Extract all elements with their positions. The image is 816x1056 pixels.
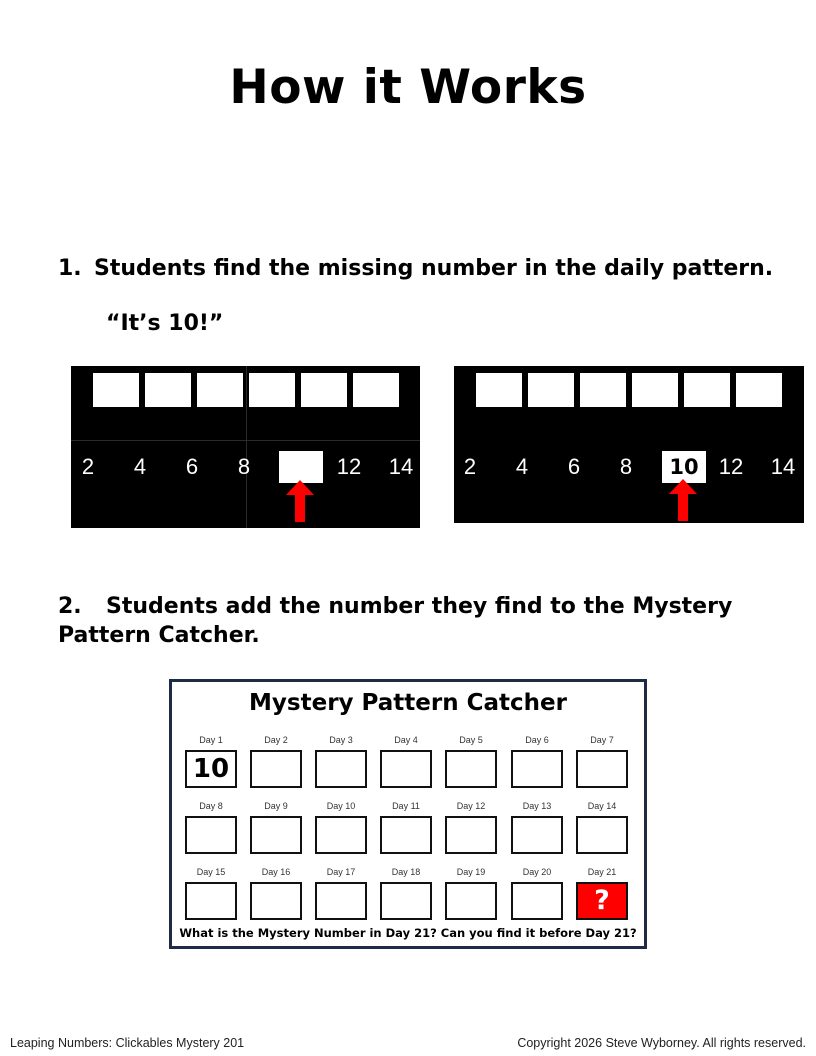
day-box[interactable] (315, 750, 367, 788)
step-1-number: 1. (58, 256, 82, 281)
day-label: Day 8 (199, 801, 223, 811)
day-box[interactable] (576, 750, 628, 788)
day-label: Day 2 (264, 735, 288, 745)
pattern-number: 2 (81, 454, 95, 479)
day-cell (576, 734, 628, 788)
day-box[interactable] (185, 816, 237, 854)
day-cell (315, 866, 367, 920)
step-2-number: 2. (58, 594, 82, 619)
day-box[interactable] (250, 750, 302, 788)
day-cell (250, 866, 302, 920)
day-box[interactable]: 10 (185, 750, 237, 788)
tile[interactable] (684, 373, 730, 407)
pattern-number: 14 (770, 454, 796, 479)
pattern-number: 12 (336, 454, 362, 479)
day-box[interactable] (511, 882, 563, 920)
day-cell (511, 800, 563, 854)
day-cell (380, 734, 432, 788)
day-box[interactable] (511, 816, 563, 854)
day-cell (315, 734, 367, 788)
pattern-number: 14 (388, 454, 414, 479)
day-box[interactable] (511, 750, 563, 788)
up-arrow-icon (668, 479, 698, 521)
number-row (71, 450, 420, 484)
day-cell (185, 734, 237, 788)
day-box[interactable] (576, 816, 628, 854)
tile[interactable] (301, 373, 347, 407)
pattern-before-panel (71, 366, 420, 528)
day-cell (250, 800, 302, 854)
answer-box: 10 (662, 451, 706, 483)
step-1 (58, 254, 773, 283)
tile-row (93, 373, 399, 407)
day-label: Day 9 (264, 801, 288, 811)
day-label: Day 16 (261, 867, 291, 877)
day-box[interactable] (315, 816, 367, 854)
tile[interactable] (197, 373, 243, 407)
tile[interactable] (580, 373, 626, 407)
day-label: Day 12 (456, 801, 486, 811)
day-cell (576, 800, 628, 854)
day-label: Day 3 (329, 735, 353, 745)
day-box[interactable] (445, 816, 497, 854)
day-label: Day 11 (392, 801, 420, 811)
day-cell (511, 866, 563, 920)
step-1-text: Students find the missing number in the daily pattern. (94, 256, 774, 281)
day-cell (185, 866, 237, 920)
day-cell (576, 866, 628, 920)
day-label: Day 15 (196, 867, 226, 877)
tile-row (476, 373, 782, 407)
day-label: Day 13 (522, 801, 552, 811)
pattern-number: 6 (185, 454, 199, 479)
day-box[interactable] (250, 816, 302, 854)
day-label: Day 1 (199, 735, 223, 745)
day-label: Day 10 (326, 801, 356, 811)
step-1-quote: “It’s 10!” (106, 311, 224, 336)
tile[interactable] (736, 373, 782, 407)
day-box[interactable] (380, 750, 432, 788)
day-cell (445, 734, 497, 788)
day-box[interactable] (445, 882, 497, 920)
day-label: Day 6 (525, 735, 549, 745)
day-label: Day 4 (394, 735, 418, 745)
day-cell (380, 866, 432, 920)
number-row (454, 450, 804, 484)
day-label: Day 21 (587, 867, 617, 877)
tile[interactable] (528, 373, 574, 407)
pattern-number: 4 (515, 454, 529, 479)
day-label: Day 7 (590, 735, 614, 745)
tile[interactable] (476, 373, 522, 407)
catcher-question: What is the Mystery Number in Day 21? Can you find it before Day 21? (179, 926, 637, 940)
day-label: Day 5 (459, 735, 483, 745)
day-cell (185, 800, 237, 854)
pattern-after-panel (454, 366, 804, 523)
day-label: Day 14 (587, 801, 617, 811)
tile[interactable] (249, 373, 295, 407)
pattern-number: 12 (718, 454, 744, 479)
tile[interactable] (632, 373, 678, 407)
day-cell (250, 734, 302, 788)
footer-right: Copyright 2026 Steve Wyborney. All rights reserved. (517, 1036, 806, 1050)
pattern-number: 8 (237, 454, 251, 479)
day-cell (380, 800, 432, 854)
day-label: Day 19 (456, 867, 486, 877)
day-box[interactable] (380, 882, 432, 920)
up-arrow-icon (285, 480, 315, 522)
day-label: Day 17 (326, 867, 356, 877)
page-title: How it Works (229, 60, 587, 115)
day-box[interactable] (315, 882, 367, 920)
answer-box (279, 451, 323, 483)
mystery-pattern-catcher (169, 679, 647, 949)
day-box[interactable] (185, 882, 237, 920)
tile[interactable] (353, 373, 399, 407)
footer-left: Leaping Numbers: Clickables Mystery 201 (10, 1036, 245, 1050)
catcher-title: Mystery Pattern Catcher (249, 690, 567, 716)
tile[interactable] (93, 373, 139, 407)
day-cell (445, 800, 497, 854)
day-cell (511, 734, 563, 788)
step-2-text: Students add the number they find to the Mystery Pattern Catcher. (58, 594, 733, 648)
day-box[interactable] (445, 750, 497, 788)
tile[interactable] (145, 373, 191, 407)
day-cell (315, 800, 367, 854)
mystery-day-box[interactable]: ? (576, 882, 628, 920)
divider (71, 440, 420, 441)
day-box[interactable] (250, 882, 302, 920)
day-label: Day 20 (522, 867, 552, 877)
day-label: Day 18 (391, 867, 421, 877)
step-2 (58, 592, 778, 650)
pattern-number: 8 (619, 454, 633, 479)
day-box[interactable] (380, 816, 432, 854)
pattern-number: 6 (567, 454, 581, 479)
pattern-number: 2 (463, 454, 477, 479)
day-cell (445, 866, 497, 920)
pattern-number: 4 (133, 454, 147, 479)
